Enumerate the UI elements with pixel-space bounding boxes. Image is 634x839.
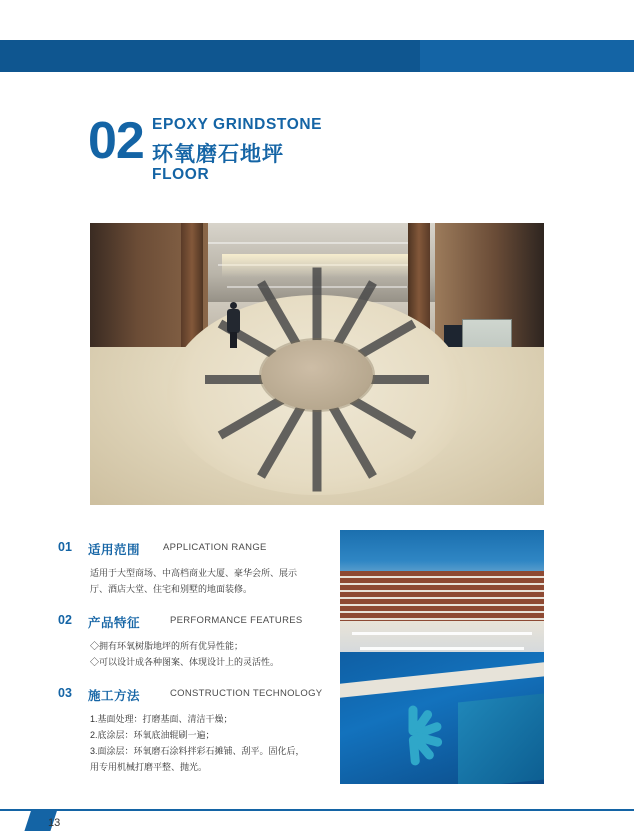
top-blue-band-dark-segment bbox=[0, 40, 420, 72]
section-body bbox=[90, 711, 326, 775]
ceiling-line bbox=[208, 242, 425, 244]
person-head bbox=[230, 302, 237, 309]
title-english-top: EPOXY GRINDSTONE bbox=[152, 116, 323, 133]
body-line: ◇拥有环氧树脂地坪的所有优异性能； bbox=[90, 641, 244, 651]
hero-image bbox=[90, 223, 544, 505]
photo2-teal-panel bbox=[458, 693, 544, 784]
hero-floor-medallion bbox=[261, 340, 373, 410]
person-legs bbox=[230, 332, 237, 348]
secondary-image bbox=[340, 530, 544, 784]
body-line: 适用于大型商场、中高档商业大厦、豪华会所、展示 bbox=[90, 568, 298, 578]
section-header bbox=[58, 686, 326, 704]
title-chinese: 环氧磨石地坪 bbox=[152, 143, 284, 166]
footer-rule bbox=[0, 809, 634, 811]
body-line: 3.面涂层：环氧磨石涂料拌彩石摊铺、刮平。固化后， bbox=[90, 746, 305, 756]
photo2-brick-stairs bbox=[340, 571, 544, 622]
photo2-stripe bbox=[352, 632, 532, 635]
section-number: 02 bbox=[88, 112, 144, 170]
section-title-cn: 适用范围 bbox=[88, 543, 141, 557]
section-title-cn: 施工方法 bbox=[88, 689, 141, 703]
page-number: 13 bbox=[48, 817, 61, 829]
section-header bbox=[58, 613, 326, 631]
page-heading bbox=[88, 112, 548, 192]
photo2-leaf-motif bbox=[385, 707, 449, 759]
body-line: 用专用机械打磨平整、抛光。 bbox=[90, 762, 208, 772]
section-body bbox=[90, 638, 326, 670]
body-line: 厅、酒店大堂、住宅和别墅的地面装修。 bbox=[90, 584, 253, 594]
section-index: 03 bbox=[58, 686, 72, 700]
title-english-bottom: FLOOR bbox=[152, 166, 210, 183]
section-title-en: CONSTRUCTION TECHNOLOGY bbox=[170, 688, 323, 699]
section-title-cn: 产品特征 bbox=[88, 616, 141, 630]
body-line: 2.底涂层：环氧底油辊刷一遍； bbox=[90, 730, 215, 740]
hero-person-figure bbox=[226, 302, 242, 348]
section-index: 01 bbox=[58, 540, 72, 554]
photo2-stripe bbox=[360, 647, 523, 650]
section-title-en: APPLICATION RANGE bbox=[163, 542, 267, 553]
feature-list bbox=[58, 540, 326, 791]
section-performance-features bbox=[58, 613, 326, 670]
section-index: 02 bbox=[58, 613, 72, 627]
section-body bbox=[90, 565, 326, 597]
section-application-range bbox=[58, 540, 326, 597]
person-body bbox=[227, 309, 240, 333]
section-header bbox=[58, 540, 326, 558]
body-line: ◇可以设计成各种图案、体现设计上的灵活性。 bbox=[90, 657, 280, 667]
section-title-en: PERFORMANCE FEATURES bbox=[170, 615, 303, 626]
section-construction-technology bbox=[58, 686, 326, 775]
body-line: 1.基面处理：打磨基面、清洁干燥； bbox=[90, 714, 233, 724]
